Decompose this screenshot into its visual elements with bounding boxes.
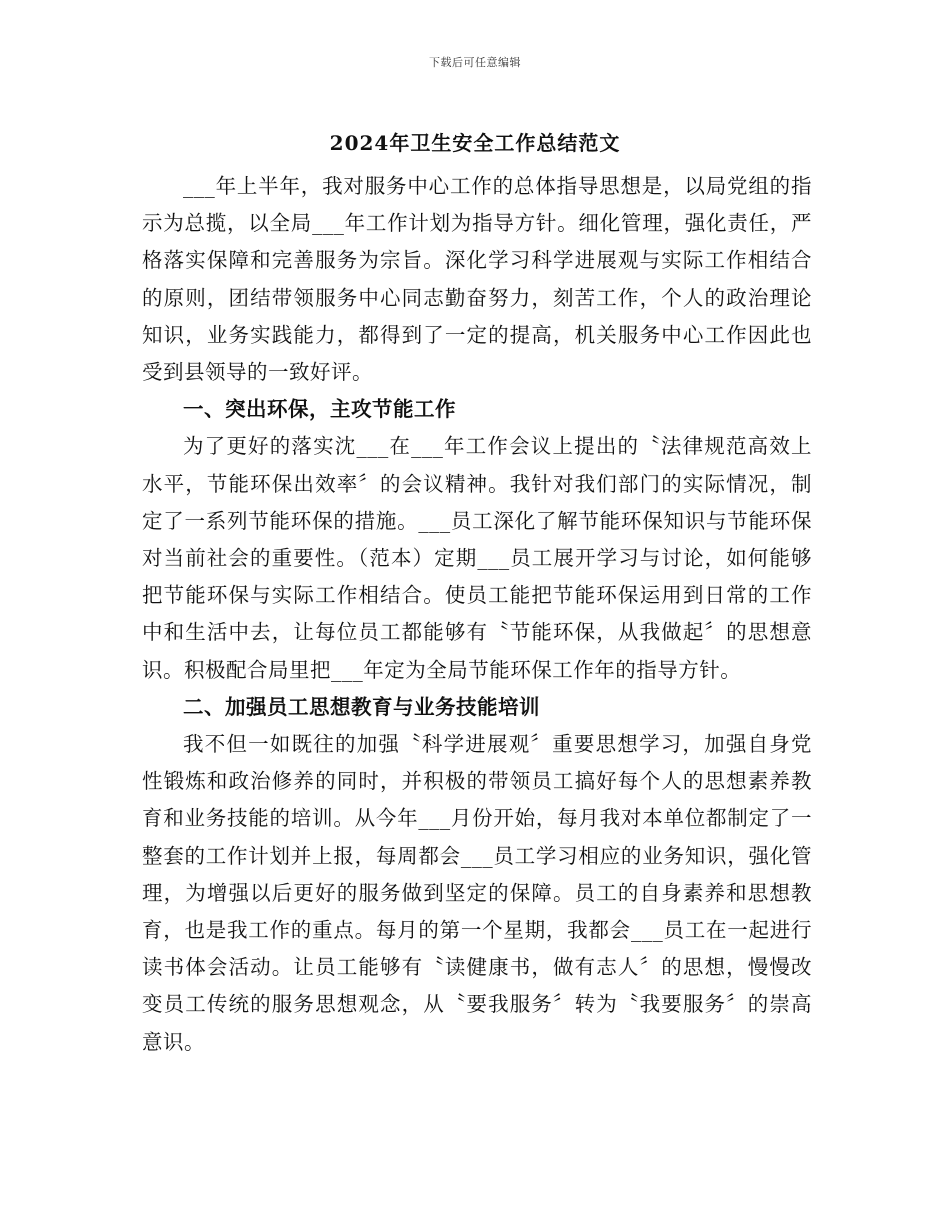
- section-2-heading: 二、加强员工思想教育与业务技能培训: [183, 694, 540, 719]
- intro-paragraph: ___年上半年，我对服务中心工作的总体指导思想是，以局党组的指示为总揽，以全局___年工作计划为指导方针。细化管理，强化责任，严格落实保障和完善服务为宗旨。深化学习科学进展观与实际工作相结合的原则，团结带领服务中心同志勤奋努力，刻苦工作，个人的政治理论知识，业务实践能力，都得到了一定的提高，机关服务中心工作因此也受到县领导的一致好评。: [142, 174, 812, 385]
- document-body: [142, 168, 812, 1061]
- section-1-heading: 一、突出环保，主攻节能工作: [183, 397, 456, 422]
- section-2-paragraph: 我不但一如既往的加强〝科学进展观〞重要思想学习，加强自身党性锻炼和政治修养的同时，并积极的带领员工搞好每个人的思想素养教育和业务技能的培训。从今年___月份开始，每月我对本单位都制定了一整套的工作计划并上报，每周都会___员工学习相应的业务知识，强化管理，为增强以后更好的服务做到坚定的保障。员工的自身素养和思想教育，也是我工作的重点。每月的第一个星期，我都会___员工在一起进行读书体会活动。让员工能够有〝读健康书，做有志人〞的思想，慢慢改变员工传统的服务思想观念，从〝要我服务〞转为〝我要服务〞的崇高意识。: [142, 732, 812, 1054]
- header-note: 下载后可任意编辑: [429, 56, 521, 69]
- document-title: 2024年卫生安全工作总结范文: [329, 131, 621, 155]
- section-1-paragraph: 为了更好的落实沈___在___年工作会议上提出的〝法律规范高效上水平，节能环保出效率〞的会议精神。我针对我们部门的实际情况，制定了一系列节能环保的措施。___员工深化了解节能环保知识与节能环保对当前社会的重要性。（范本）定期___员工展开学习与讨论，如何能够把节能环保与实际工作相结合。使员工能把节能环保运用到日常的工作中和生活中去，让每位员工都能够有〝节能环保，从我做起〞的思想意识。积极配合局里把___年定为全局节能环保工作年的指导方针。: [142, 434, 812, 682]
